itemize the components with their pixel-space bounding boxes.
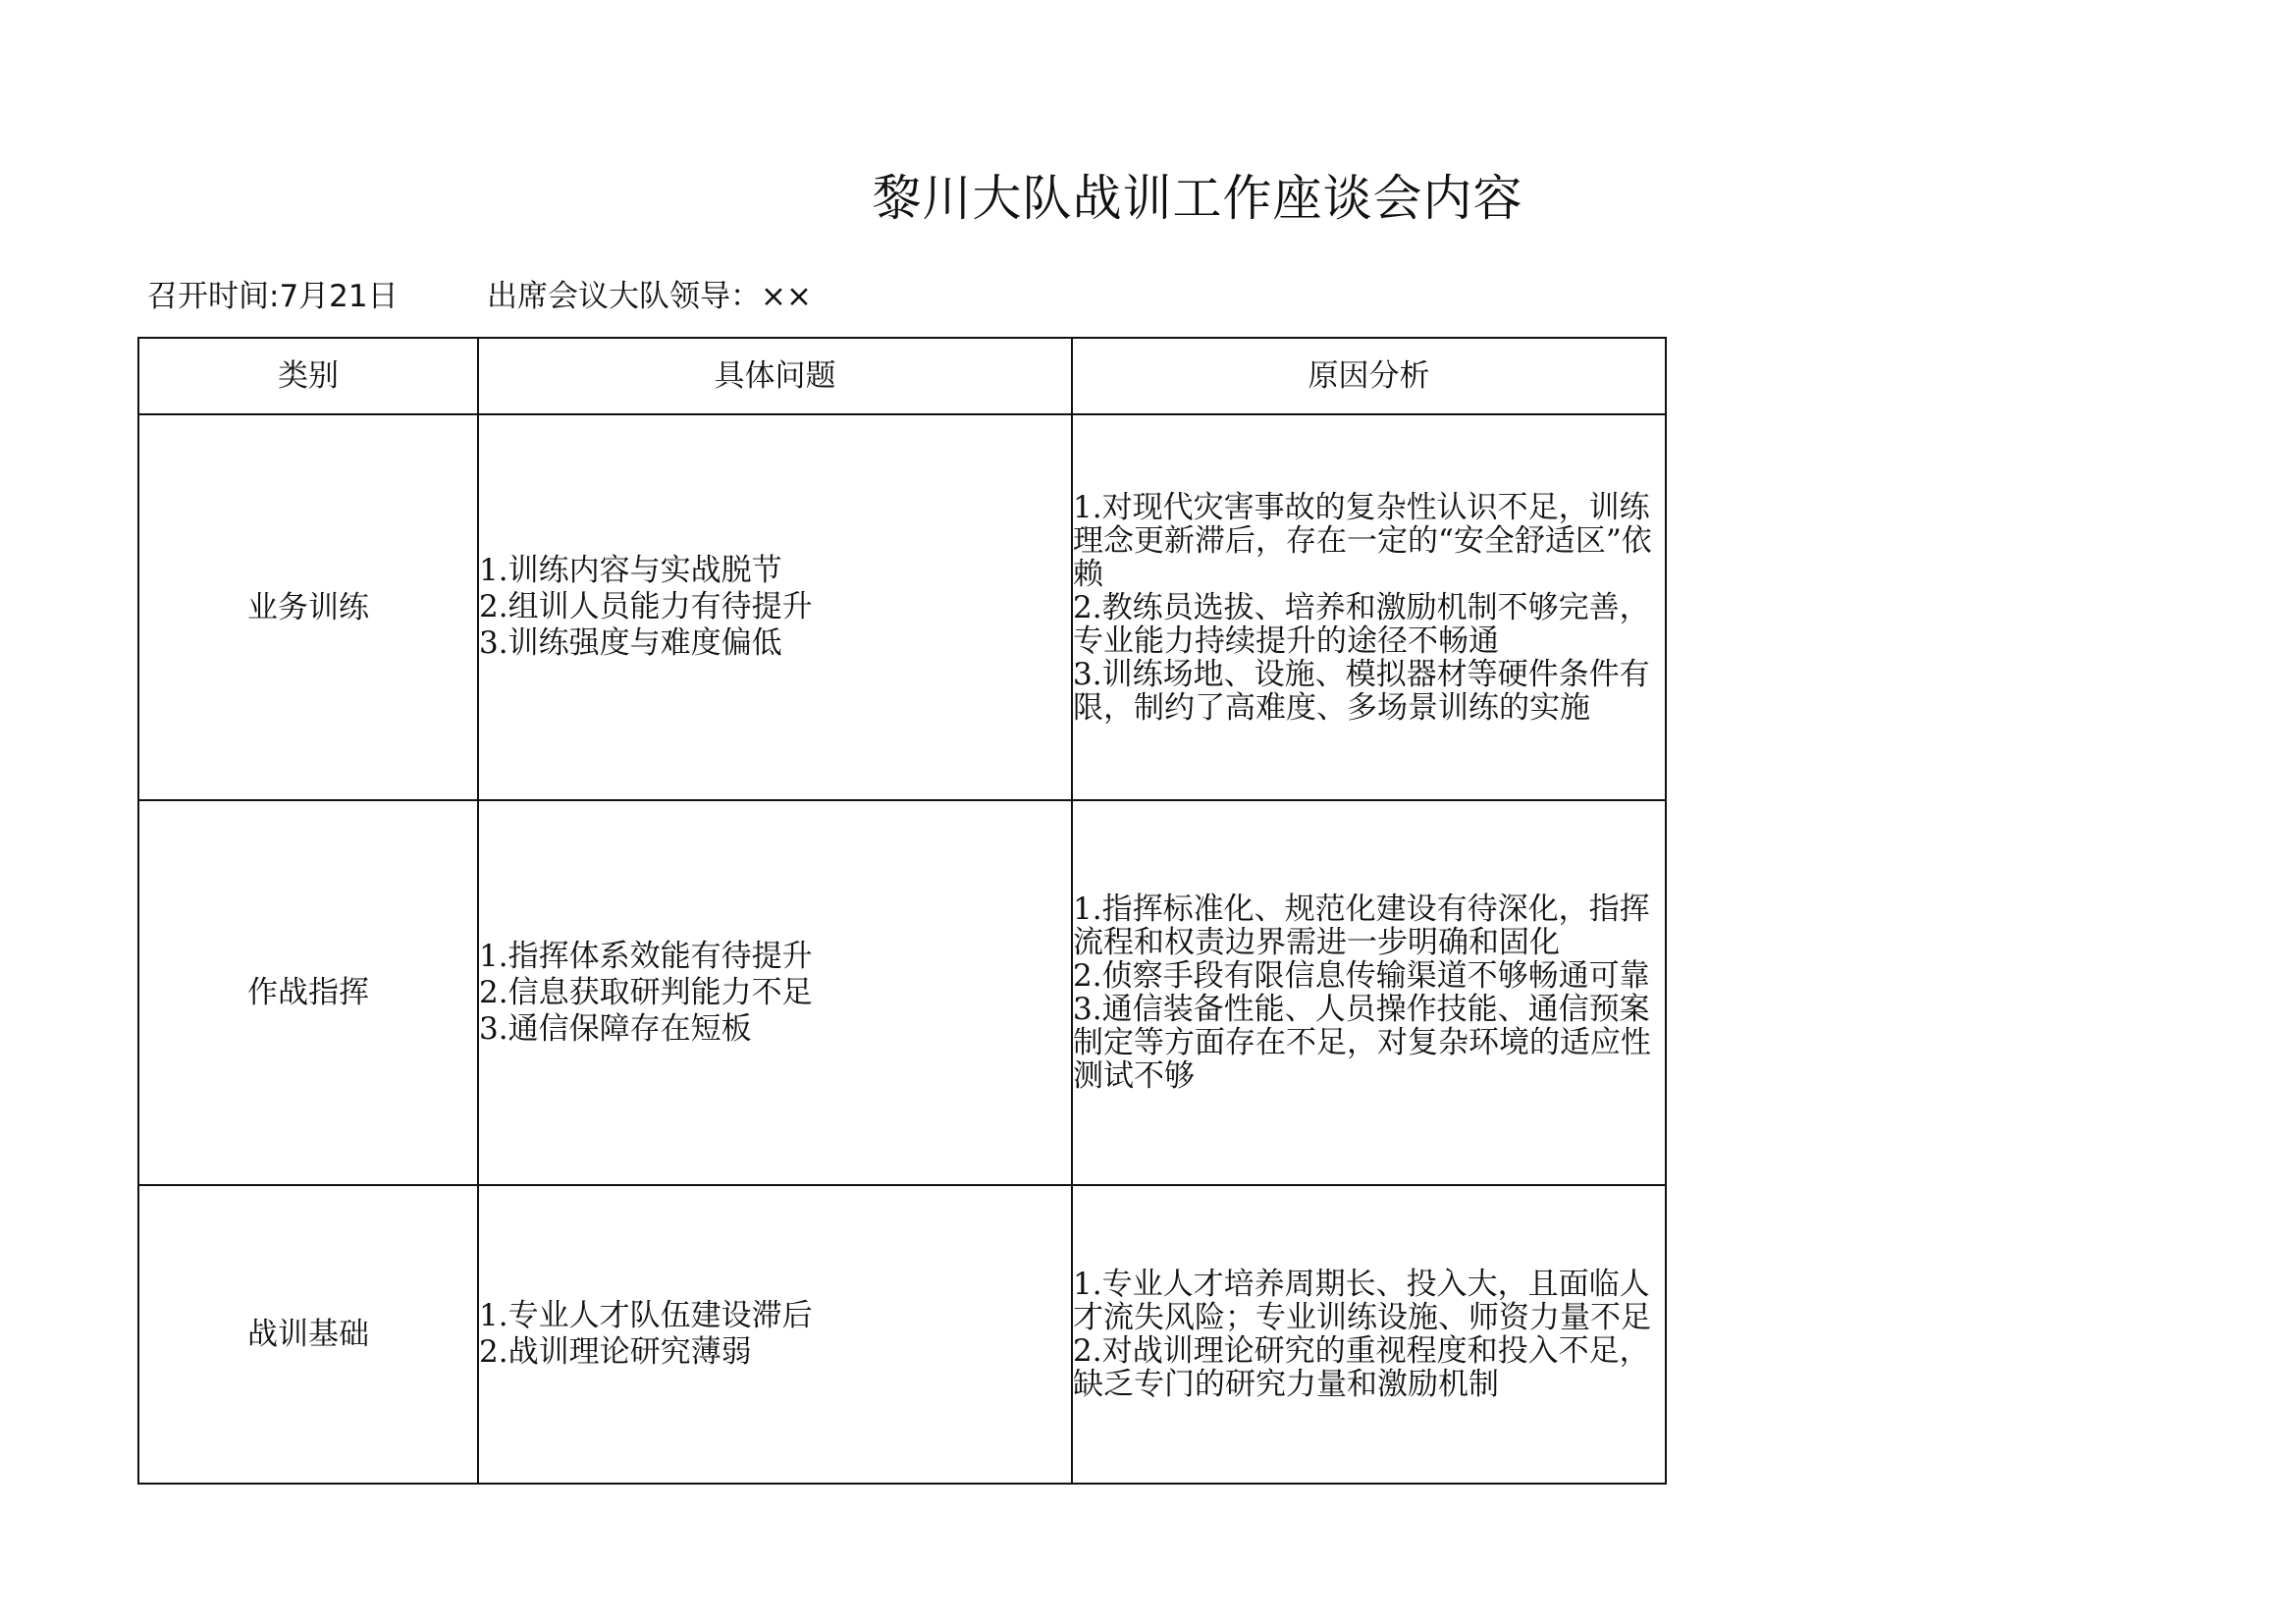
reason-item: 1.指挥标准化、规范化建设有待深化，指挥流程和权责边界需进一步明确和固化: [1073, 892, 1650, 960]
problems-cell: [478, 1185, 1072, 1484]
reason-item: 3.通信装备性能、人员操作技能、通信预案制定等方面存在不足，对复杂环境的适应性测试不够: [1073, 992, 1651, 1094]
issues-table: [137, 337, 1667, 1485]
problem-item: 3.通信保障存在短板: [479, 1010, 752, 1047]
reasons-cell: [1072, 1185, 1666, 1484]
table-row: [138, 800, 1666, 1185]
reason-item: 1.专业人才培养周期长、投入大，且面临人才流失风险；专业训练设施、师资力量不足: [1073, 1267, 1651, 1335]
table-row: [138, 1185, 1666, 1484]
problem-item: 2.信息获取研判能力不足: [479, 974, 813, 1010]
problem-item: 2.战训理论研究薄弱: [479, 1334, 752, 1370]
problems-cell: [478, 800, 1072, 1185]
reason-item: 3.训练场地、设施、模拟器材等硬件条件有限，制约了高难度、多场景训练的实施: [1073, 656, 1650, 726]
header-category: 类别: [138, 338, 478, 414]
category-cell: 战训基础: [138, 1185, 478, 1484]
problem-item: 1.训练内容与实战脱节: [479, 553, 782, 588]
problems-cell: [478, 414, 1072, 800]
header-problems: 具体问题: [478, 338, 1072, 414]
header-reasons: 原因分析: [1072, 338, 1666, 414]
problem-item: 3.训练强度与难度偏低: [479, 625, 782, 661]
reasons-cell: [1072, 800, 1666, 1185]
meeting-leader: 出席会议大队领导：××: [487, 279, 812, 314]
meeting-time: 召开时间:7月21日: [147, 279, 399, 314]
reason-item: 2.教练员选拔、培养和激励机制不够完善，专业能力持续提升的途径不畅通: [1073, 589, 1650, 659]
problem-item: 1.指挥体系效能有待提升: [479, 938, 813, 974]
reason-item: 2.侦察手段有限信息传输渠道不够畅通可靠: [1073, 958, 1650, 994]
page-title: 黎川大队战训工作座谈会内容: [872, 170, 1523, 227]
category-cell: 业务训练: [138, 414, 478, 800]
problem-item: 1.专业人才队伍建设滞后: [479, 1298, 813, 1333]
table-row: [138, 414, 1666, 800]
reason-item: 2.对战训理论研究的重视程度和投入不足，缺乏专门的研究力量和激励机制: [1073, 1333, 1650, 1402]
category-cell: 作战指挥: [138, 800, 478, 1185]
problem-item: 2.组训人员能力有待提升: [479, 589, 813, 624]
table-header-row: [138, 338, 1666, 414]
reason-item: 1.对现代灾害事故的复杂性认识不足，训练理念更新滞后，存在一定的“安全舒适区”依赖: [1073, 489, 1652, 592]
reasons-cell: [1072, 414, 1666, 800]
